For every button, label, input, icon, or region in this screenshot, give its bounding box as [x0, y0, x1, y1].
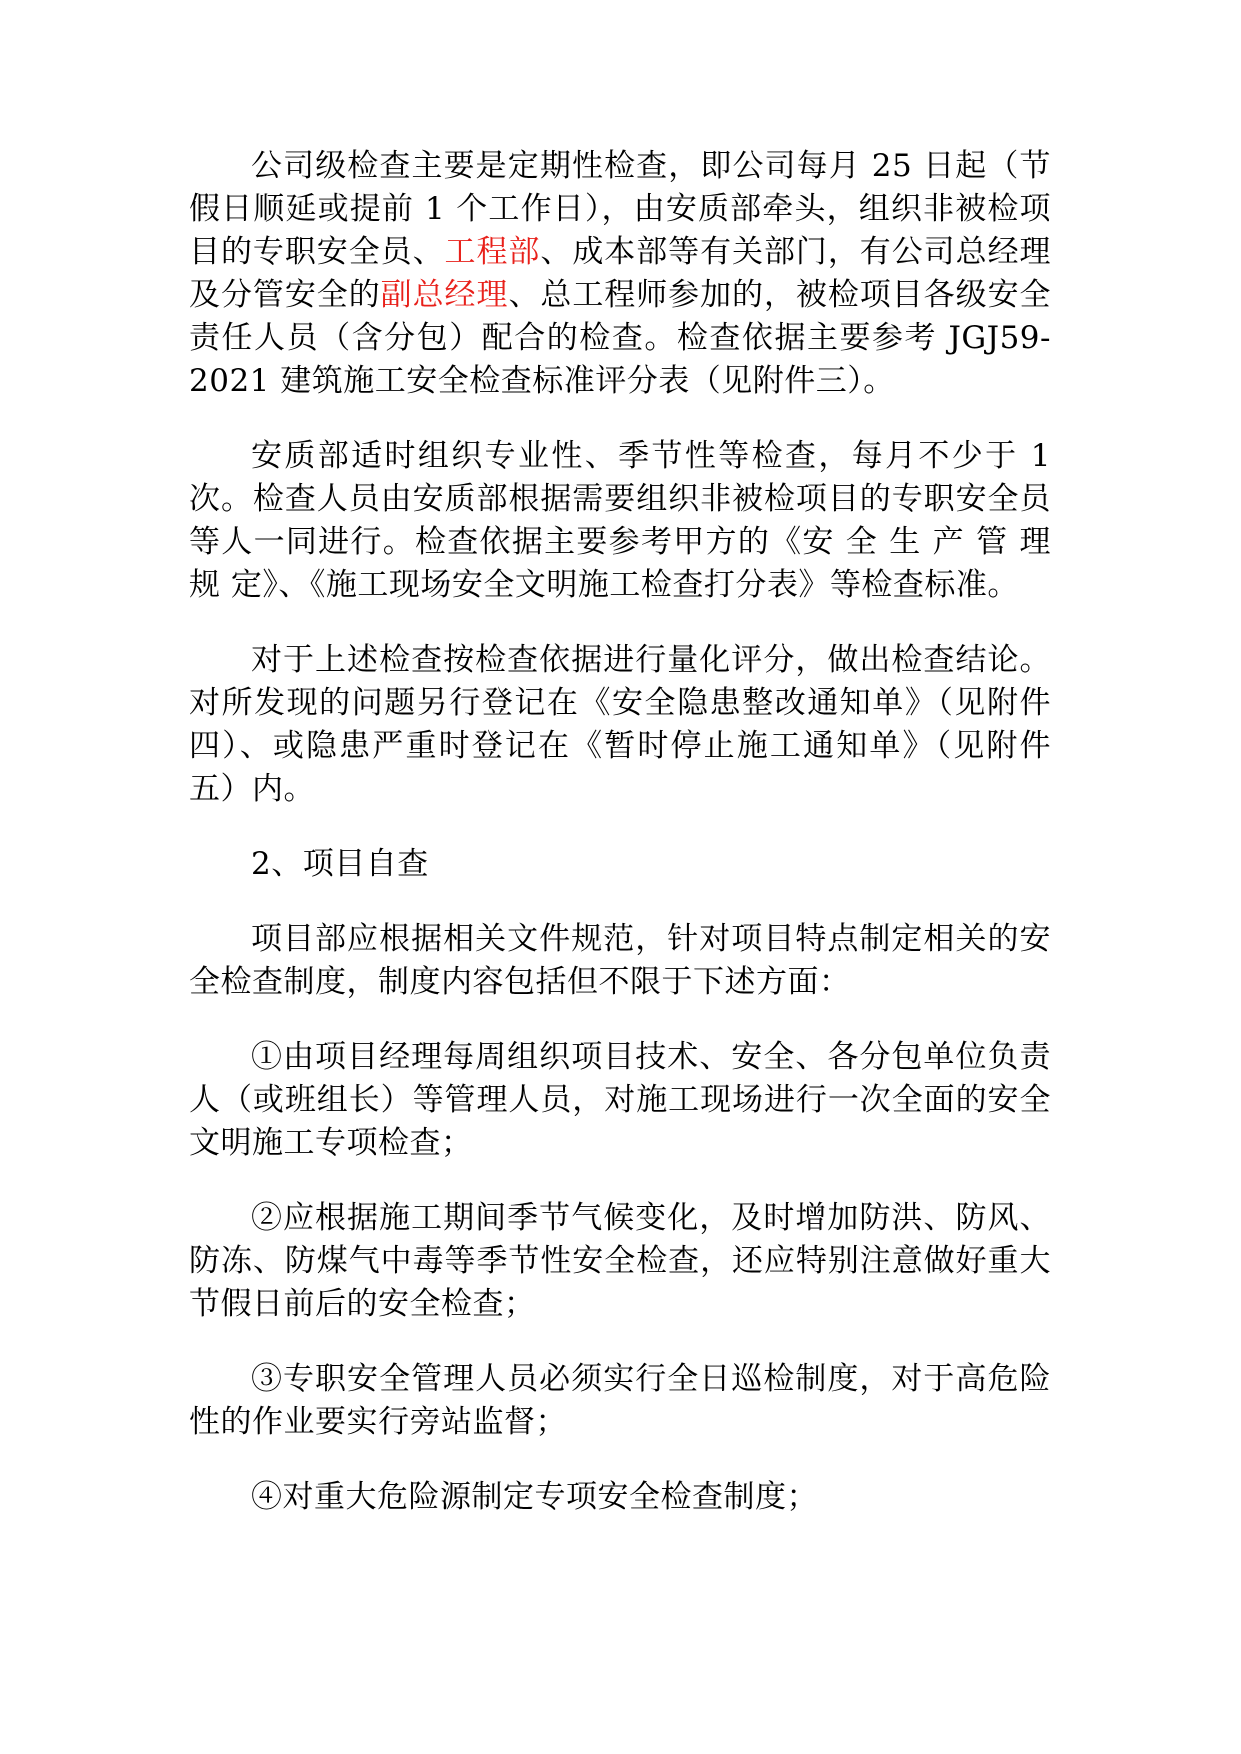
para-company-inspection	[189, 145, 1051, 403]
text-segment: 对于上述检查按检查依据进行量化评分，做出检查结论。对所发现的问题另行登记在《安全隐患整改通知单》（见附件四）、或隐患严重时登记在《暂时停止施工通知单》（见附件五）内。	[189, 642, 1051, 807]
list-item-text: ②应根据施工期间季节气候变化，及时增加防洪、防风、防冻、防煤气中毒等季节性安全检查，还应特别注意做好重大节假日前后的安全检查；	[189, 1200, 1051, 1322]
para-special-inspection	[189, 435, 1051, 607]
list-item-text: ④对重大危险源制定专项安全检查制度；	[251, 1479, 818, 1515]
heading-text: 2、项目自查	[251, 846, 429, 882]
list-item-text: ③专职安全管理人员必须实行全日巡检制度，对于高危险性的作业要实行旁站监督；	[189, 1361, 1051, 1440]
para-scoring	[189, 639, 1051, 811]
para-project-system	[189, 918, 1051, 1004]
text-segment: 、成本部等有关部门，有公司总经理及分管安全的	[189, 234, 1052, 313]
highlight-engineering-dept: 工程部	[444, 234, 541, 270]
section-heading-project-self-check	[189, 843, 1051, 886]
text-segment: 项目部应根据相关文件规范，针对项目特点制定相关的安全检查制度，制度内容包括但不限于下述方面：	[189, 921, 1051, 1000]
list-item-4	[189, 1476, 1051, 1519]
text-segment: 、总工程师参加的，被检项目各级安全责任人员（含分包）配合的检查。检查依据主要参考 JGJ59-2021 建筑施工安全检查标准评分表（见附件三）。	[189, 277, 1052, 399]
list-item-2	[189, 1197, 1051, 1326]
text-segment: 公司级检查主要是定期性检查，即公司每月 25 日起（节假日顺延或提前 1 个工作日），由安质部牵头，组织非被检项目的专职安全员、	[189, 148, 1051, 270]
highlight-deputy-gm: 副总经理	[380, 277, 509, 313]
document-page	[189, 145, 1051, 1551]
text-segment: 安质部适时组织专业性、季节性等检查，每月不少于 1 次。检查人员由安质部根据需要组织非被检项目的专职安全员等人一同进行。检查依据主要参考甲方的《安 全 生 产 管 理 规 定》、《施工现场安全文明施工检查打分表》等检查标准。	[189, 438, 1051, 603]
list-item-text: ①由项目经理每周组织项目技术、安全、各分包单位负责人（或班组长）等管理人员，对施工现场进行一次全面的安全文明施工专项检查；	[189, 1039, 1051, 1161]
list-item-3	[189, 1358, 1051, 1444]
list-item-1	[189, 1036, 1051, 1165]
